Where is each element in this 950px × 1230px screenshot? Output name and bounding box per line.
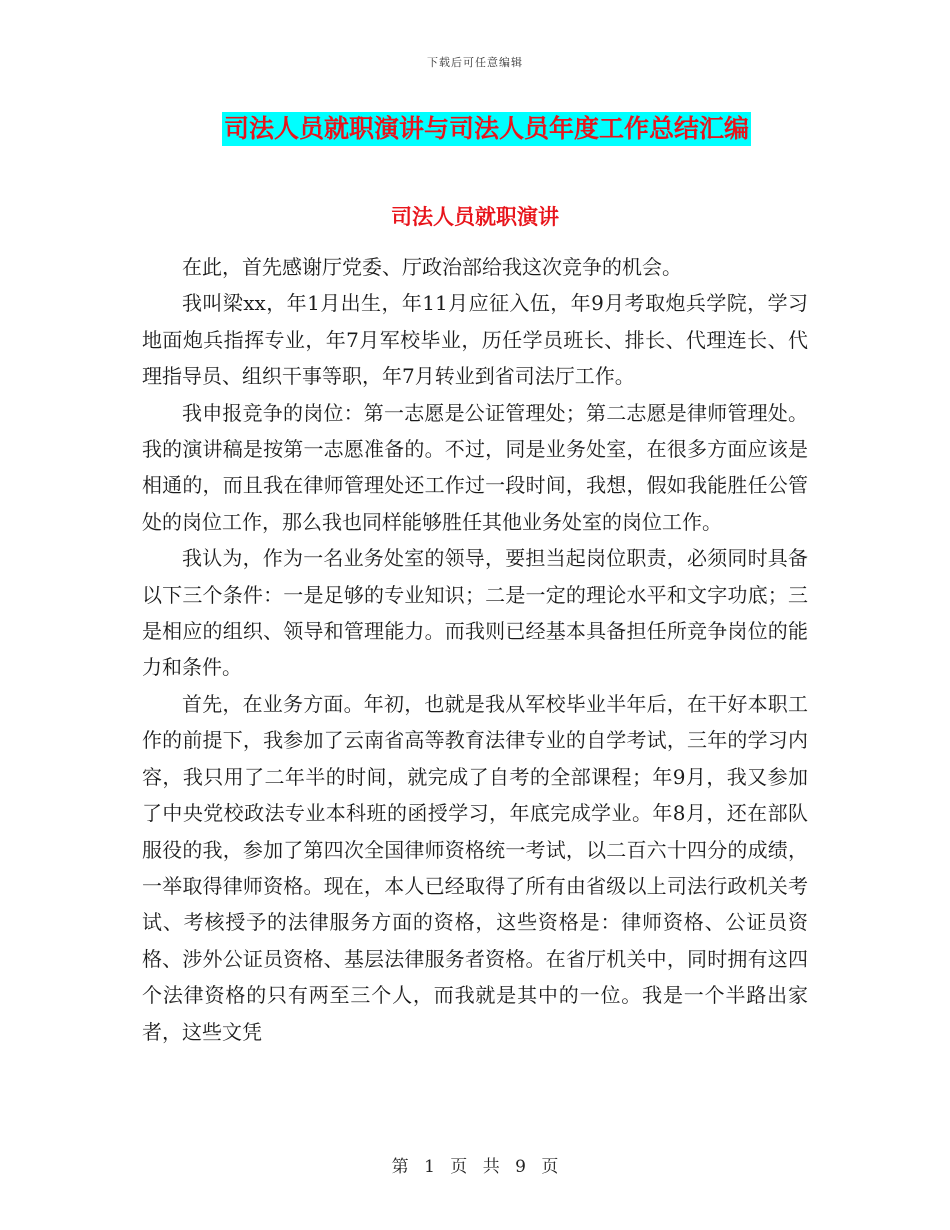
document-title: 司法人员就职演讲与司法人员年度工作总结汇编 bbox=[222, 112, 751, 146]
page-label: 第 bbox=[391, 1157, 409, 1177]
body-text bbox=[142, 249, 808, 1050]
total-label: 共 bbox=[482, 1157, 500, 1177]
page-unit: 页 bbox=[450, 1157, 468, 1177]
header-note: 下载后可任意编辑 bbox=[427, 56, 523, 69]
page-footer bbox=[0, 1152, 950, 1177]
total-unit: 页 bbox=[541, 1157, 559, 1177]
total-pages: 9 bbox=[515, 1157, 526, 1177]
page-number: 1 bbox=[424, 1157, 435, 1177]
section-title: 司法人员就职演讲 bbox=[391, 205, 559, 229]
paragraph: 我申报竞争的岗位：第一志愿是公证管理处；第二志愿是律师管理处。我的演讲稿是按第一志愿准备的。不过，同是业务处室，在很多方面应该是相通的，而且我在律师管理处还工作过一段时间，我想，假如我能胜任公管处的岗位工作，那么我也同样能够胜任其他业务处室的岗位工作。 bbox=[142, 400, 808, 534]
paragraph: 在此，首先感谢厅党委、厅政治部给我这次竞争的机会。 bbox=[182, 255, 682, 279]
paragraph: 我叫梁xx，年1月出生，年11月应征入伍，年9月考取炮兵学院，学习地面炮兵指挥专业，年7月军校毕业，历任学员班长、排长、代理连长、代理指导员、组织干事等职，年7月转业到省司法厅工作。 bbox=[142, 291, 808, 389]
paragraph: 我认为，作为一名业务处室的领导，要担当起岗位职责，必须同时具备以下三个条件：一是足够的专业知识；二是一定的理论水平和文字功底；三是相应的组织、领导和管理能力。而我则已经基本具备担任所竞争岗位的能力和条件。 bbox=[142, 546, 808, 680]
paragraph: 首先，在业务方面。年初，也就是我从军校毕业半年后，在干好本职工作的前提下，我参加了云南省高等教育法律专业的自学考试，三年的学习内容，我只用了二年半的时间，就完成了自考的全部课程；年9月，我又参加了中央党校政法专业本科班的函授学习，年底完成学业。年8月，还在部队服役的我，参加了第四次全国律师资格统一考试，以二百六十四分的成绩，一举取得律师资格。现在，本人已经取得了所有由省级以上司法行政机关考试、考核授予的法律服务方面的资格，这些资格是：律师资格、公证员资格、涉外公证员资格、基层法律服务者资格。在省厅机关中，同时拥有这四个法律资格的只有两至三个人，而我就是其中的一位。我是一个半路出家者，这些文凭 bbox=[142, 691, 808, 1044]
